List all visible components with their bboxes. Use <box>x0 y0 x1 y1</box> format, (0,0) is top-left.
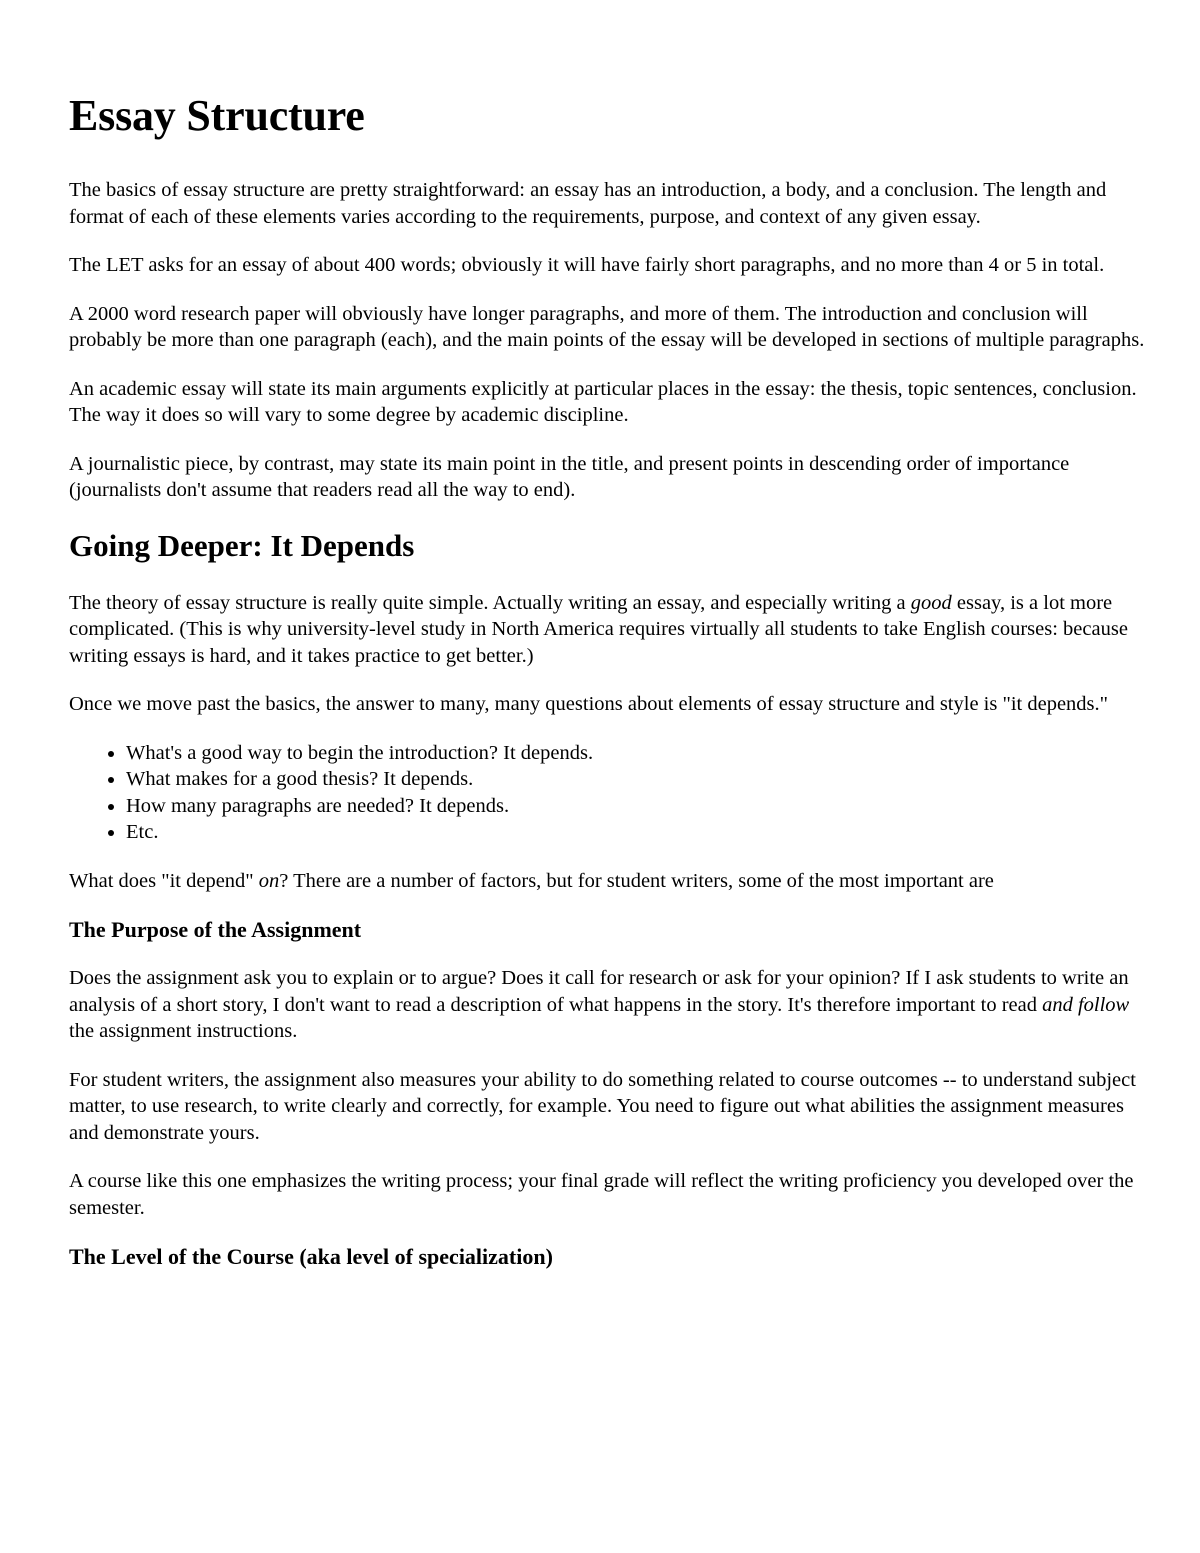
intro-paragraph-4: An academic essay will state its main arguments explicitly at particular places in the essay: the thesis, topic sentences, conclusion. The way it does so will vary to some degree by academic discipline. <box>69 377 1137 426</box>
list-item: • What's a good way to begin the introduction? It depends. <box>126 740 1149 767</box>
text-run: ? There are a number of factors, but for student writers, some of the most important are <box>279 869 994 892</box>
intro-paragraph-3: A 2000 word research paper will obviously have longer paragraphs, and more of them. The introduction and conclusion will probably be more than one paragraph (each), and the main points of the essay will be developed in sections of multiple paragraphs. <box>69 302 1145 351</box>
intro-paragraph-1: The basics of essay structure are pretty straightforward: an essay has an introduction, a body, and a conclusion. The length and format of each of these elements varies according to the requirements, purpose, and context of any given essay. <box>69 179 1107 228</box>
text-run: the assignment instructions. <box>69 1020 298 1042</box>
emphasis-and-follow: and follow <box>1042 993 1130 1016</box>
purpose-paragraph-3: A course like this one emphasizes the writing process; your final grade will reflect the writing proficiency you developed over the semester. <box>69 1170 1134 1219</box>
list-item: • What makes for a good thesis? It depends. <box>126 766 1149 793</box>
text-run: The theory of essay structure is really quite simple. Actually writing an essay, and especially writing a <box>69 591 911 614</box>
text-run: Does the assignment ask you to explain or to argue? Does it call for research or ask for your opinion? If I ask students to write an analysis of a short story, I don't want to read a description of what happens in the story. It's therefore important to read <box>69 967 1129 1016</box>
section-heading-purpose: The Purpose of the Assignment <box>69 917 362 942</box>
section-heading-going-deeper: Going Deeper: It Depends <box>69 527 415 563</box>
section-heading-level: The Level of the Course (aka level of specialization) <box>69 1244 553 1269</box>
text-run: essay, is a lot more complicated. (This is why university-level study in North America requires virtually all students to take English courses: because writing essays is hard, and it takes practice to get better.) <box>69 591 1128 667</box>
purpose-paragraph-2: For student writers, the assignment also measures your ability to do something related to course outcomes -- to understand subject matter, to use research, to write clearly and correctly, for example. You need to figure out what abilities the assignment measures and demonstrate yours. <box>69 1068 1136 1144</box>
it-depends-list <box>69 740 1149 846</box>
text-run: What does "it depend" <box>69 869 259 892</box>
going-deeper-paragraph-3 <box>69 868 1149 895</box>
list-item: • Etc. <box>126 819 1149 846</box>
page-title: Essay Structure <box>69 91 365 140</box>
going-deeper-paragraph-1 <box>69 590 1149 670</box>
emphasis-on: on <box>258 869 280 892</box>
emphasis-good: good <box>910 591 952 614</box>
purpose-paragraph-1 <box>69 965 1149 1045</box>
document-page <box>69 88 1149 1292</box>
intro-paragraph-2: The LET asks for an essay of about 400 words; obviously it will have fairly short paragraphs, and no more than 4 or 5 in total. <box>69 254 1105 276</box>
list-item: • How many paragraphs are needed? It depends. <box>126 793 1149 820</box>
intro-paragraph-5: A journalistic piece, by contrast, may state its main point in the title, and present points in descending order of importance (journalists don't assume that readers read all the way to end). <box>69 452 1070 501</box>
going-deeper-paragraph-2: Once we move past the basics, the answer to many, many questions about elements of essay structure and style is "it depends." <box>69 693 1109 715</box>
